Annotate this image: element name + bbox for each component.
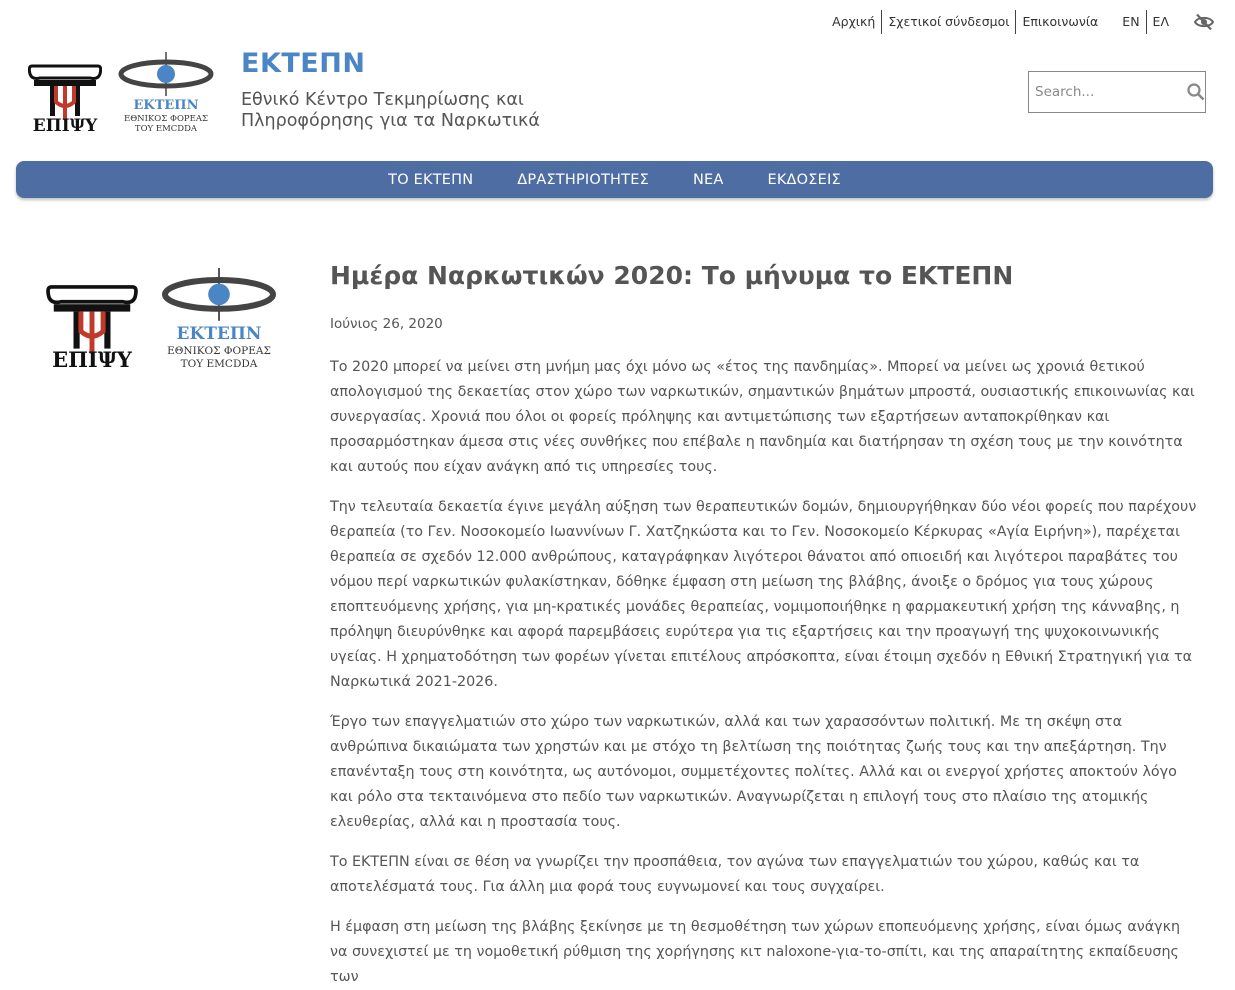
- ektepn-logo-large-sub2: ΤΟΥ EMCDDA: [180, 358, 258, 370]
- nav-item-publications[interactable]: ΕΚΔΟΣΕΙΣ: [767, 171, 841, 188]
- ektepn-logo-large-sub1: ΕΘΝΙΚΟΣ ΦΟΡΕΑΣ: [167, 345, 271, 357]
- ektepn-logo-large: [158, 268, 280, 372]
- search-icon[interactable]: [1186, 81, 1205, 103]
- sidebar-logos: [46, 268, 280, 372]
- lang-en-link[interactable]: EN: [1122, 14, 1140, 29]
- home-link[interactable]: Αρχική: [832, 14, 876, 29]
- main-nav: [16, 161, 1213, 198]
- search-input[interactable]: [1029, 73, 1186, 111]
- epsy-logo-large: [46, 274, 138, 372]
- site-subtitle-line2: Πληροφόρησης για τα Ναρκωτικά: [241, 111, 540, 131]
- eye-slash-icon[interactable]: [1193, 11, 1215, 33]
- contact-link[interactable]: Επικοινωνία: [1022, 14, 1099, 29]
- article-paragraph: Το 2020 μπορεί να μείνει στη μνήμη μας όχι μόνο ως «έτος της πανδημίας». Μπορεί να μείνει ως χρονιά θετικού απολογισμού της δεκαετίας στον χώρο των ναρκωτικών, σημαντικών βημάτων μπροστά, ουσιαστικής επικοινωνίας και συνεργασίας. Χρονιά που όλοι οι φορείς πρόληψης και αντιμετώπισης των εξαρτήσεων ανταποκρίθηκαν και προσαρμόστηκαν άμεσα στις νέες συνθήκες που επέβαλε η πανδημία και διατήρησαν τη σχέση τους με την κοινότητα και αυτούς που είχαν ανάγκη από τις υπηρεσίες τους.: [330, 359, 1195, 475]
- site-subtitle-line1: Εθνικό Κέντρο Τεκμηρίωσης και: [241, 90, 524, 110]
- article-date: Ιούνιος 26, 2020: [330, 316, 443, 332]
- nav-item-news[interactable]: ΝΕΑ: [692, 171, 724, 188]
- related-links-link[interactable]: Σχετικοί σύνδεσμοι: [888, 14, 1010, 29]
- article-paragraph: Η έμφαση στη μείωση της βλάβης ξεκίνησε με τη θεσμοθέτηση των χώρων εποπευόμενης χρήσης, είναι όμως ανάγκη να συνεχιστεί με τη νομοθετική ρύθμιση της χορήγησης κιτ naloxone-για-το-σπίτι, και της απαραίτητης εκπαίδευσης των: [330, 919, 1181, 985]
- ektepn-logo-large-text: ΕΚΤΕΠΝ: [176, 324, 262, 344]
- site-title[interactable]: ΕΚΤΕΠΝ: [241, 48, 366, 79]
- article-paragraph: Το ΕΚΤΕΠΝ είναι σε θέση να γνωρίζει την προσπάθεια, τον αγώνα των επαγγελματιών του χώρου, καθώς και τα αποτελέσματά τους. Για άλλη μια φορά τους ευγνωμονεί και τους συγχαίρει.: [330, 854, 1140, 895]
- ektepn-logo-sub1: ΕΘΝΙΚΟΣ ΦΟΡΕΑΣ: [123, 114, 208, 124]
- article-paragraph: Έργο των επαγγελματιών στο χώρο των ναρκωτικών, αλλά και των χαρασσόντων πολιτική. Με τη σκέψη στα ανθρώπινα δικαιώματα των χρηστών και με στόχο τη βελτίωση της ποιότητας ζωής τους και την απεξάρτηση. Την επανένταξη τους στη κοινότητα, ως αυτόνομοι, συμμετέχοντες πολίτες. Αλλά και οι ενεργοί χρήστες αποκτούν λόγο και ρόλο στα τεκταινόμενα στο πεδίο των ναρκωτικών. Αναγνωρίζεται η επιλογή τους στο πλαίσιο της ατομικής ελευθερίας, αλλά και η προστασία τους.: [330, 714, 1177, 830]
- article-title: Ημέρα Ναρκωτικών 2020: Το μήνυμα το ΕΚΤΕΠΝ: [330, 261, 1014, 290]
- search-box: [1028, 71, 1206, 113]
- top-utility-bar: [826, 10, 1215, 34]
- nav-item-ektepn[interactable]: ΤΟ ΕΚΤΕΠΝ: [388, 171, 474, 188]
- ektepn-logo-sub2: ΤΟΥ EMCDDA: [134, 124, 198, 134]
- header-logos[interactable]: [28, 52, 216, 136]
- epsy-logo-large-text: ΕΠΙΨΥ: [52, 347, 132, 372]
- article-paragraph: Την τελευταία δεκαετία έγινε μεγάλη αύξηση των θεραπευτικών δομών, δημιουργήθηκαν δύο νέοι φορείς που παρέχουν θεραπεία (το Γεν. Νοσοκομείο Ιωαννίνων Γ. Χατζηκώστα και το Γεν. Νοσοκομείο Κέρκυρας «Αγία Ειρήνη»), παρέχεται θεραπεία σε σχεδόν 12.000 ανθρώπους, καταγράφηκαν λιγότεροι θάνατοι από οπιοειδή και λιγότεροι παραβάτες του νόμου περί ναρκωτικών φυλακίστηκαν, δόθηκε έμφαση στη μείωση της βλάβης, άνοιξε ο δρόμος για τους χώρους εποπτευόμενης χρήσης, για μη-κρατικές μονάδες θεραπείας, νομιμοποιήθηκε η φαρμακευτική χρήση της κάνναβης, η πρόληψη διευρύνθηκε και αφορά παρεμβάσεις ευρύτερα για τις εξαρτήσεις και την προαγωγή της ψυχοκοινωνικής υγείας. Η χρηματοδότηση των φορέων γίνεται επιτέλους απρόσκοπτα, είναι έτοιμη σχεδόν η Εθνική Στρατηγική για τα Ναρκωτικά 2021-2026.: [330, 499, 1197, 690]
- article: [330, 258, 1200, 990]
- ektepn-logo: [116, 52, 216, 136]
- nav-item-activities[interactable]: ΔΡΑΣΤΗΡΙΟΤΗΤΕΣ: [517, 171, 649, 188]
- epsy-logo: [28, 56, 102, 136]
- site-subtitle: [241, 90, 540, 132]
- epsy-logo-text: ΕΠΙΨΥ: [32, 116, 98, 136]
- ektepn-logo-text: ΕΚΤΕΠΝ: [133, 98, 199, 113]
- lang-el-link[interactable]: ΕΛ: [1152, 14, 1169, 29]
